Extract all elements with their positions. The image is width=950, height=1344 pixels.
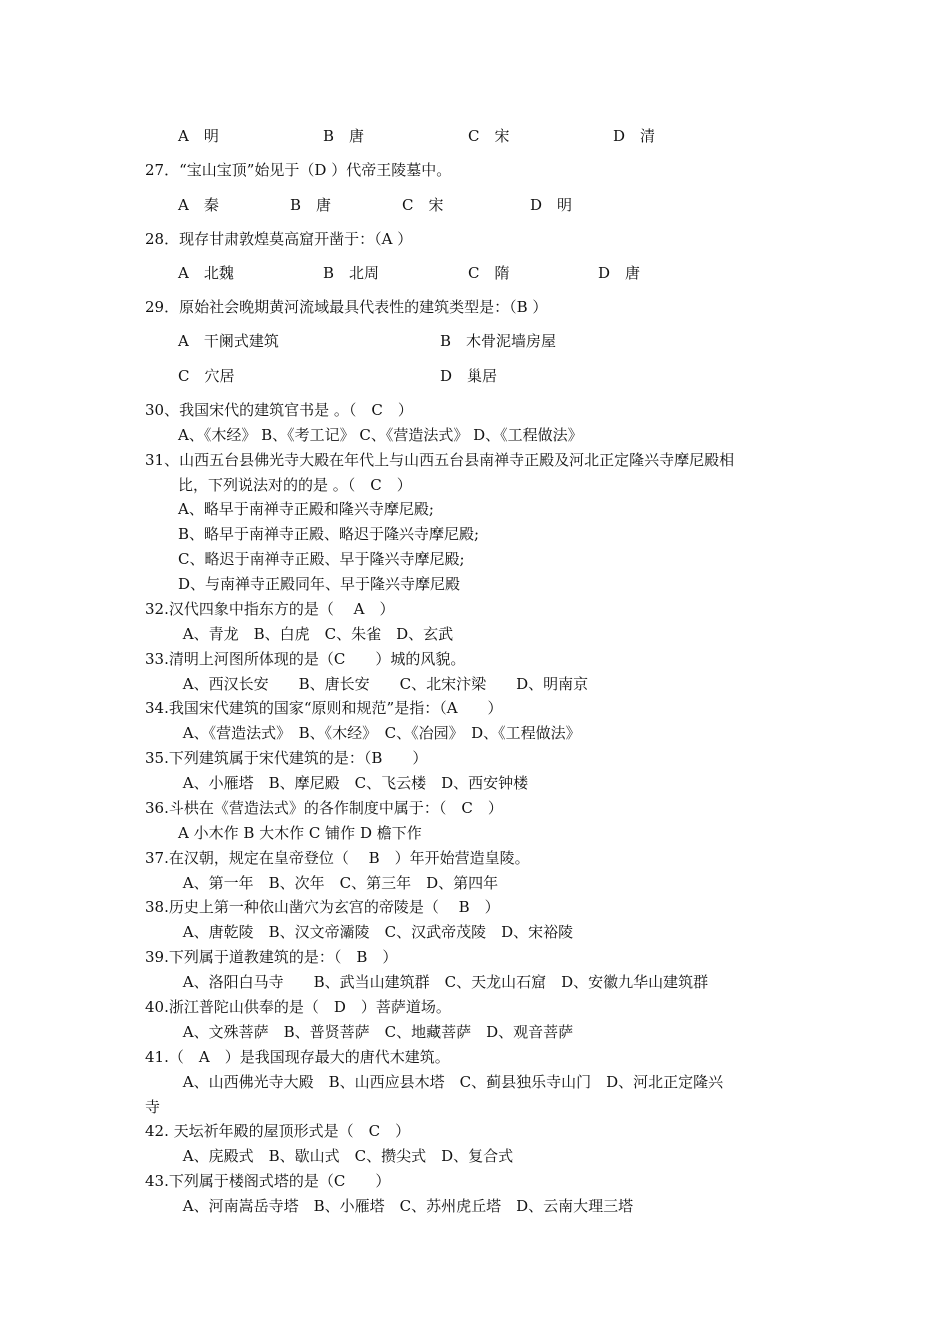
question-36: 36.斗栱在《营造法式》的各作制度中属于：（ C ）	[145, 799, 503, 817]
option-d: D 巢居	[440, 367, 498, 385]
option-b: B 北周	[323, 264, 380, 282]
options-line: A、西汉长安 B、唐长安 C、北宋汴梁 D、明南京	[178, 675, 589, 693]
options-line: A、文殊菩萨 B、普贤菩萨 C、地藏菩萨 D、观音菩萨	[178, 1023, 574, 1041]
question-42: 42. 天坛祈年殿的屋顶形式是（ C ）	[145, 1122, 411, 1140]
options-line: A、《木经》 B、《考工记》 C、《营造法式》 D、《工程做法》	[178, 426, 583, 444]
option-b: B 唐	[323, 127, 365, 145]
options-line: A 小木作 B 大木作 C 铺作 D 檐下作	[178, 824, 422, 842]
option-d: D 明	[530, 196, 573, 214]
question-30: 30、我国宋代的建筑官书是 。（ C ）	[145, 401, 413, 419]
question-29: 29．原始社会晚期黄河流域最具代表性的建筑类型是：（B ）	[145, 298, 548, 316]
option-d: D、与南禅寺正殿同年、早于隆兴寺摩尼殿	[178, 575, 461, 593]
option-c: C 穴居	[178, 367, 235, 385]
question-41: 41.（ A ）是我国现存最大的唐代木建筑。	[145, 1048, 450, 1066]
option-a: A 北魏	[178, 264, 234, 282]
question-32: 32.汉代四象中指东方的是（ A ）	[145, 600, 395, 618]
question-38: 38.历史上第一种依山凿穴为玄宫的帝陵是（ B ）	[145, 898, 500, 916]
question-28: 28．现存甘肃敦煌莫高窟开凿于：（A ）	[145, 230, 413, 248]
options-line: A、山西佛光寺大殿 B、山西应县木塔 C、蓟县独乐寺山门 D、河北正定隆兴	[178, 1073, 724, 1091]
option-a: A 干阑式建筑	[178, 332, 279, 350]
option-a: A、略早于南禅寺正殿和隆兴寺摩尼殿;	[178, 500, 434, 518]
options-line: A、小雁塔 B、摩尼殿 C、飞云楼 D、西安钟楼	[178, 774, 529, 792]
question-31: 31、山西五台县佛光寺大殿在年代上与山西五台县南禅寺正殿及河北正定隆兴寺摩尼殿相	[145, 451, 735, 469]
option-c: C、略迟于南禅寺正殿、早于隆兴寺摩尼殿;	[178, 550, 465, 568]
option-c: C 宋	[402, 196, 444, 214]
option-a: A 秦	[178, 196, 219, 214]
options-line: A、第一年 B、次年 C、第三年 D、第四年	[178, 874, 499, 892]
options-line: A、河南嵩岳寺塔 B、小雁塔 C、苏州虎丘塔 D、云南大理三塔	[178, 1197, 634, 1215]
option-a: A 明	[178, 127, 219, 145]
question-39: 39.下列属于道教建筑的是：（ B ）	[145, 948, 398, 966]
option-b: B、略早于南禅寺正殿、略迟于隆兴寺摩尼殿;	[178, 525, 480, 543]
option-b: B 唐	[290, 196, 332, 214]
question-40: 40.浙江普陀山供奉的是（ D ）菩萨道场。	[145, 998, 451, 1016]
options-line: A、庑殿式 B、歇山式 C、攒尖式 D、复合式	[178, 1147, 514, 1165]
options-line: A、青龙 B、白虎 C、朱雀 D、玄武	[178, 625, 454, 643]
question-34: 34.我国宋代建筑的国家“原则和规范”是指：（A ）	[145, 699, 503, 717]
option-d: D 清	[613, 127, 656, 145]
question-35: 35.下列建筑属于宋代建筑的是：（B ）	[145, 749, 428, 767]
question-37: 37.在汉朝，规定在皇帝登位（ B ）年开始营造皇陵。	[145, 849, 530, 867]
option-b: B 木骨泥墙房屋	[440, 332, 557, 350]
options-line: A、《营造法式》 B、《木经》 C、《冶园》 D、《工程做法》	[178, 724, 581, 742]
options-line: A、唐乾陵 B、汉文帝灞陵 C、汉武帝茂陵 D、宋裕陵	[178, 923, 574, 941]
options-line: A、洛阳白马寺 B、武当山建筑群 C、天龙山石窟 D、安徽九华山建筑群	[178, 973, 709, 991]
question-31-continued: 比，下列说法对的的是 。（ C ）	[178, 476, 412, 494]
question-33: 33.清明上河图所体现的是（C ）城的风貌。	[145, 650, 466, 668]
question-43: 43.下列属于楼阁式塔的是（C ）	[145, 1172, 391, 1190]
option-c: C 隋	[468, 264, 510, 282]
options-line-wrap: 寺	[145, 1098, 161, 1116]
question-27: 27．“宝山宝顶”始见于（D ）代帝王陵墓中。	[145, 161, 452, 179]
option-c: C 宋	[468, 127, 510, 145]
option-d: D 唐	[598, 264, 641, 282]
